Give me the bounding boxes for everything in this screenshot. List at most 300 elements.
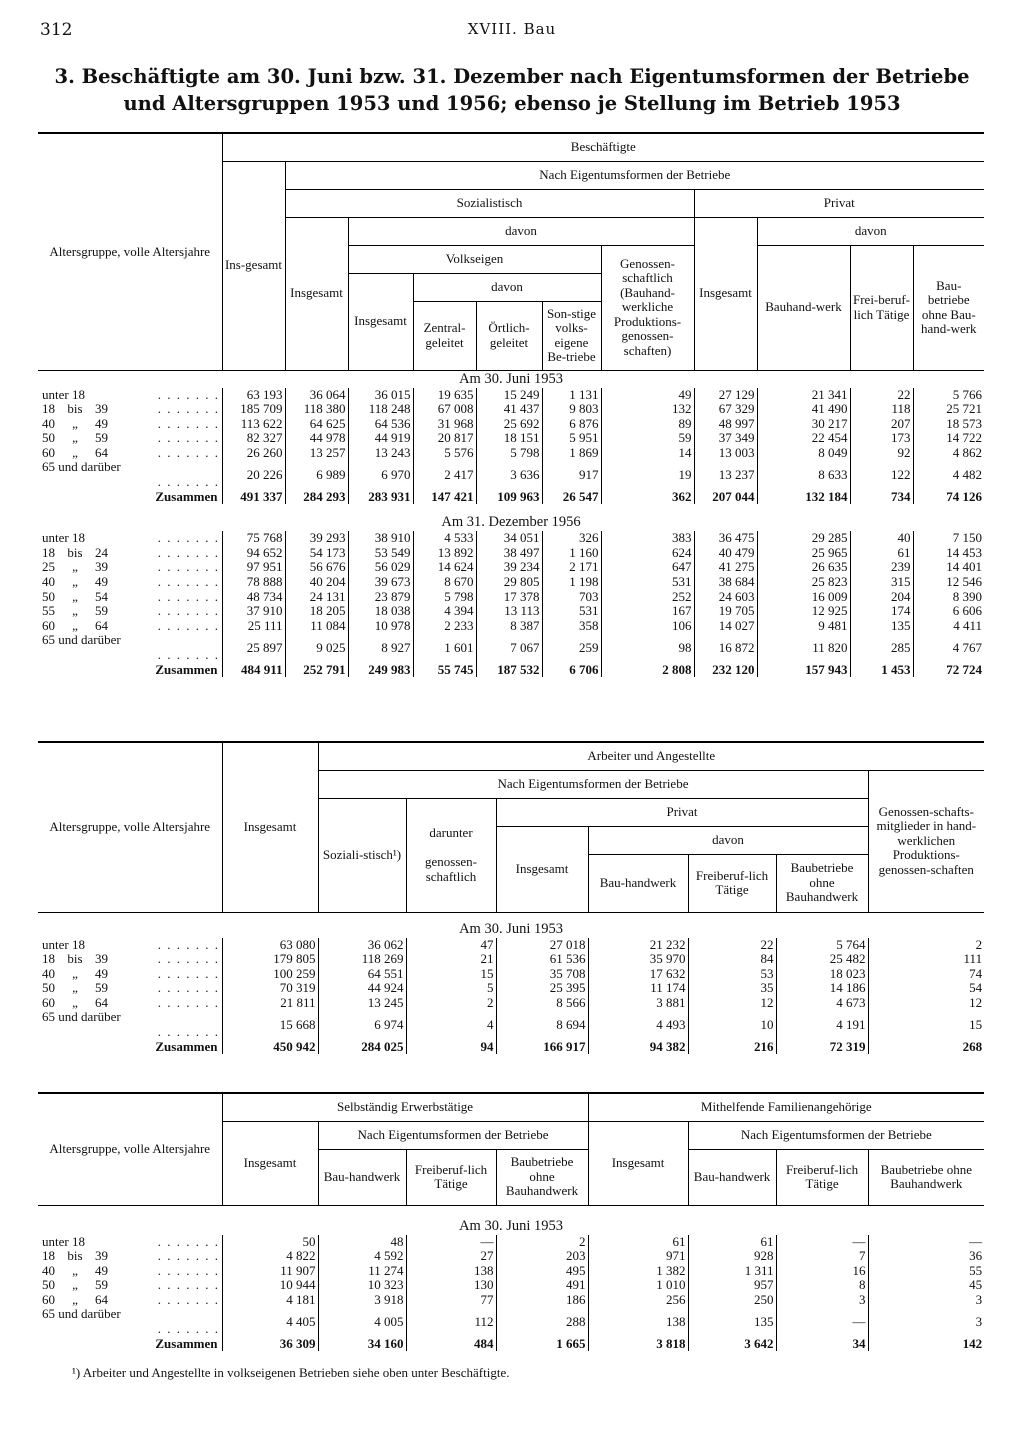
cell-value: 14 186 bbox=[776, 981, 868, 996]
cell-value: 45 bbox=[868, 1278, 984, 1293]
cell-value: 25 111 bbox=[222, 619, 285, 634]
total-value: 1 665 bbox=[496, 1337, 588, 1352]
header-davon-volkseigen: davon bbox=[413, 273, 601, 301]
total-row bbox=[38, 1040, 984, 1055]
header-volkseigen: Volkseigen bbox=[348, 245, 601, 273]
caption-1953: Am 30. Juni 1953 bbox=[459, 920, 563, 937]
cell-value: 383 bbox=[601, 531, 694, 546]
cell-value: 18 151 bbox=[476, 431, 542, 446]
age-from: 18 bbox=[42, 401, 55, 417]
cell-value: 17 632 bbox=[588, 967, 688, 982]
leader-dots: . . . . . . . bbox=[157, 936, 220, 952]
cell-value: 44 919 bbox=[348, 431, 413, 446]
cell-value: 252 bbox=[601, 590, 694, 605]
cell-value: 67 329 bbox=[694, 402, 757, 417]
cell-value: 21 811 bbox=[222, 996, 318, 1011]
cell-value: 8 387 bbox=[476, 619, 542, 634]
cell-value: 31 968 bbox=[413, 417, 476, 432]
cell-value: 4 533 bbox=[413, 531, 476, 546]
cell-value: 3 636 bbox=[476, 460, 542, 489]
cell-value: 118 bbox=[850, 402, 913, 417]
age-to: 64 bbox=[95, 444, 108, 460]
cell-value: 118 248 bbox=[348, 402, 413, 417]
row-label bbox=[38, 1264, 222, 1279]
age-from: 65 und darüber bbox=[42, 1009, 121, 1025]
total-value: 362 bbox=[601, 490, 694, 505]
cell-value: 94 652 bbox=[222, 546, 285, 561]
cell-value: 6 974 bbox=[318, 1010, 406, 1039]
cell-value: 4 767 bbox=[913, 633, 984, 662]
header-genossenschaftlich: Genossen-schaftlich (Bauhand-werkliche Produktions-genossen-schaften) bbox=[601, 245, 694, 370]
cell-value: 647 bbox=[601, 560, 694, 575]
leader-dots: . . . . . . . bbox=[157, 1277, 220, 1293]
cell-value: 174 bbox=[850, 604, 913, 619]
age-from: 60 bbox=[42, 444, 55, 460]
total-value: 147 421 bbox=[413, 490, 476, 505]
cell-value: 917 bbox=[542, 460, 601, 489]
cell-value: 24 603 bbox=[694, 590, 757, 605]
total-value: 284 025 bbox=[318, 1040, 406, 1055]
cell-value: 928 bbox=[688, 1249, 776, 1264]
cell-value: 63 080 bbox=[222, 938, 318, 953]
cell-value: 9 025 bbox=[285, 633, 348, 662]
table-row bbox=[38, 604, 984, 619]
age-from: 18 bbox=[42, 544, 55, 560]
total-value: 109 963 bbox=[476, 490, 542, 505]
header-mithelf-insgesamt: Insgesamt bbox=[588, 1121, 688, 1205]
row-label bbox=[38, 952, 222, 967]
cell-value: 16 009 bbox=[757, 590, 850, 605]
header-privat: Privat bbox=[694, 189, 984, 217]
age-connector: bis bbox=[67, 951, 83, 967]
header-davon-privat: davon bbox=[757, 217, 984, 245]
leader-dots: . . . . . . . bbox=[157, 559, 220, 575]
table-row bbox=[38, 1278, 984, 1293]
header-mithelf-nach-eigentum: Nach Eigentumsformen der Betriebe bbox=[688, 1121, 984, 1149]
header-selbstaendig: Selbständig Erwerbstätige bbox=[222, 1093, 588, 1121]
cell-value: 25 395 bbox=[496, 981, 588, 996]
total-row bbox=[38, 490, 984, 505]
header-selbst-bauhandwerk: Bau-handwerk bbox=[318, 1149, 406, 1205]
cell-value: 64 625 bbox=[285, 417, 348, 432]
table-row bbox=[38, 967, 984, 982]
header-genossenschaftlich: genossen-schaftlich bbox=[425, 854, 477, 884]
cell-value: 3 918 bbox=[318, 1293, 406, 1308]
cell-value: 36 062 bbox=[318, 938, 406, 953]
cell-value: 12 bbox=[868, 996, 984, 1011]
age-to: 64 bbox=[95, 1291, 108, 1307]
cell-value: 3 bbox=[868, 1307, 984, 1336]
total-value: 484 bbox=[406, 1337, 496, 1352]
cell-value: 2 bbox=[868, 938, 984, 953]
cell-value: 48 734 bbox=[222, 590, 285, 605]
cell-value: 14 722 bbox=[913, 431, 984, 446]
cell-value: 10 944 bbox=[222, 1278, 318, 1293]
age-from: 40 bbox=[42, 415, 55, 431]
row-label bbox=[38, 546, 222, 561]
total-value: 1 453 bbox=[850, 663, 913, 678]
age-from: 50 bbox=[42, 980, 55, 996]
cell-value: 1 160 bbox=[542, 546, 601, 561]
cell-value: 358 bbox=[542, 619, 601, 634]
stub-header: Altersgruppe, volle Altersjahre bbox=[38, 742, 222, 912]
cell-value: 250 bbox=[688, 1293, 776, 1308]
cell-value: 22 bbox=[850, 388, 913, 403]
header-davon: davon bbox=[348, 217, 694, 245]
age-to: 59 bbox=[95, 1277, 108, 1293]
cell-value: 21 341 bbox=[757, 388, 850, 403]
cell-value: 67 008 bbox=[413, 402, 476, 417]
cell-value: 13 892 bbox=[413, 546, 476, 561]
cell-value: 18 038 bbox=[348, 604, 413, 619]
cell-value: 39 293 bbox=[285, 531, 348, 546]
cell-value: 24 131 bbox=[285, 590, 348, 605]
age-connector: „ bbox=[72, 1291, 78, 1307]
age-connector: „ bbox=[72, 1262, 78, 1278]
cell-value: 9 803 bbox=[542, 402, 601, 417]
table-row bbox=[38, 1293, 984, 1308]
age-to: 64 bbox=[95, 617, 108, 633]
cell-value: 16 bbox=[776, 1264, 868, 1279]
cell-value: 7 067 bbox=[476, 633, 542, 662]
cell-value: 4 181 bbox=[222, 1293, 318, 1308]
age-to: 59 bbox=[95, 603, 108, 619]
age-from: unter 18 bbox=[42, 530, 85, 546]
cell-value: 20 226 bbox=[222, 460, 285, 489]
cell-value: 19 635 bbox=[413, 388, 476, 403]
cell-value: — bbox=[406, 1235, 496, 1250]
table-row bbox=[38, 981, 984, 996]
leader-dots: . . . . . . . bbox=[157, 530, 220, 546]
header-baubetriebe-ohne: Bau-betriebe ohne Bau-hand-werk bbox=[913, 245, 984, 370]
age-to: 59 bbox=[95, 430, 108, 446]
age-to: 24 bbox=[95, 544, 108, 560]
cell-value: 173 bbox=[850, 431, 913, 446]
cell-value: 63 193 bbox=[222, 388, 285, 403]
cell-value: 11 274 bbox=[318, 1264, 406, 1279]
row-label bbox=[38, 590, 222, 605]
cell-value: 1 131 bbox=[542, 388, 601, 403]
age-to: 64 bbox=[95, 994, 108, 1010]
cell-value: 122 bbox=[850, 460, 913, 489]
cell-value: 8 927 bbox=[348, 633, 413, 662]
cell-value: 531 bbox=[542, 604, 601, 619]
cell-value: 4 bbox=[406, 1010, 496, 1039]
row-label bbox=[38, 417, 222, 432]
table-arbeiter-angestellte bbox=[38, 741, 984, 1054]
cell-value: 25 692 bbox=[476, 417, 542, 432]
cell-value: 285 bbox=[850, 633, 913, 662]
age-from: 18 bbox=[42, 1248, 55, 1264]
row-label bbox=[38, 604, 222, 619]
cell-value: 118 269 bbox=[318, 952, 406, 967]
cell-value: 22 454 bbox=[757, 431, 850, 446]
total-value: 3 818 bbox=[588, 1337, 688, 1352]
cell-value: 25 897 bbox=[222, 633, 285, 662]
age-connector: „ bbox=[72, 994, 78, 1010]
cell-value: 14 027 bbox=[694, 619, 757, 634]
row-label bbox=[38, 1235, 222, 1250]
leader-dots: . . . . . . . bbox=[157, 1262, 220, 1278]
cell-value: 111 bbox=[868, 952, 984, 967]
table-title bbox=[40, 63, 984, 117]
row-label bbox=[38, 1278, 222, 1293]
total-value: 6 706 bbox=[542, 663, 601, 678]
cell-value: 37 349 bbox=[694, 431, 757, 446]
cell-value: 39 234 bbox=[476, 560, 542, 575]
table-row bbox=[38, 431, 984, 446]
caption-1953: Am 30. Juni 1953 bbox=[459, 1217, 563, 1234]
age-from: unter 18 bbox=[42, 936, 85, 952]
cell-value: 27 018 bbox=[496, 938, 588, 953]
cell-value: 2 417 bbox=[413, 460, 476, 489]
row-label bbox=[38, 431, 222, 446]
leader-dots: . . . . . . . bbox=[157, 647, 220, 662]
leader-dots: . . . . . . . bbox=[157, 617, 220, 633]
leader-dots: . . . . . . . bbox=[157, 430, 220, 446]
cell-value: 132 bbox=[601, 402, 694, 417]
cell-value: 288 bbox=[496, 1307, 588, 1336]
cell-value: 25 721 bbox=[913, 402, 984, 417]
cell-value: 12 546 bbox=[913, 575, 984, 590]
cell-value: 4 405 bbox=[222, 1307, 318, 1336]
cell-value: 12 bbox=[688, 996, 776, 1011]
cell-value: 256 bbox=[588, 1293, 688, 1308]
leader-dots: . . . . . . . bbox=[157, 574, 220, 590]
cell-value: 315 bbox=[850, 575, 913, 590]
cell-value: 135 bbox=[688, 1307, 776, 1336]
cell-value: 106 bbox=[601, 619, 694, 634]
age-connector: „ bbox=[72, 603, 78, 619]
header-privat-insgesamt: Insgesamt bbox=[694, 217, 757, 370]
row-label bbox=[38, 460, 222, 489]
cell-value: 118 380 bbox=[285, 402, 348, 417]
row-label bbox=[38, 619, 222, 634]
cell-value: 1 311 bbox=[688, 1264, 776, 1279]
cell-value: 15 249 bbox=[476, 388, 542, 403]
age-connector: „ bbox=[72, 588, 78, 604]
row-label bbox=[38, 402, 222, 417]
cell-value: 10 323 bbox=[318, 1278, 406, 1293]
cell-value: 49 bbox=[601, 388, 694, 403]
cell-value: 13 245 bbox=[318, 996, 406, 1011]
cell-value: 40 bbox=[850, 531, 913, 546]
cell-value: 6 970 bbox=[348, 460, 413, 489]
total-value: 157 943 bbox=[757, 663, 850, 678]
age-from: 65 und darüber bbox=[42, 632, 121, 648]
cell-value: 13 003 bbox=[694, 446, 757, 461]
total-value: 252 791 bbox=[285, 663, 348, 678]
cell-value: 38 497 bbox=[476, 546, 542, 561]
total-value: 94 382 bbox=[588, 1040, 688, 1055]
age-from: 60 bbox=[42, 994, 55, 1010]
cell-value: 35 708 bbox=[496, 967, 588, 982]
cell-value: 21 bbox=[406, 952, 496, 967]
cell-value: 112 bbox=[406, 1307, 496, 1336]
leader-dots: . . . . . . . bbox=[157, 386, 220, 402]
cell-value: 97 951 bbox=[222, 560, 285, 575]
total-value: 207 044 bbox=[694, 490, 757, 505]
cell-value: 38 910 bbox=[348, 531, 413, 546]
age-connector: „ bbox=[72, 574, 78, 590]
leader-dots: . . . . . . . bbox=[157, 965, 220, 981]
header-zentralgeleitet: Zentral-geleitet bbox=[413, 301, 476, 370]
cell-value: 18 023 bbox=[776, 967, 868, 982]
age-to: 39 bbox=[95, 559, 108, 575]
leader-dots: . . . . . . . bbox=[157, 1291, 220, 1307]
cell-value: 185 709 bbox=[222, 402, 285, 417]
cell-value: 4 493 bbox=[588, 1010, 688, 1039]
age-from: 18 bbox=[42, 951, 55, 967]
total-value: 249 983 bbox=[348, 663, 413, 678]
header-bauhandwerk: Bau-handwerk bbox=[588, 854, 688, 912]
cell-value: 4 862 bbox=[913, 446, 984, 461]
age-connector: „ bbox=[72, 415, 78, 431]
cell-value: 203 bbox=[496, 1249, 588, 1264]
cell-value: 55 bbox=[868, 1264, 984, 1279]
total-value: 94 bbox=[406, 1040, 496, 1055]
table-row bbox=[38, 546, 984, 561]
age-to: 54 bbox=[95, 588, 108, 604]
title-line-2: und Altersgruppen 1953 und 1956; ebenso je Stellung im Betrieb 1953 bbox=[123, 92, 901, 115]
age-from: 65 und darüber bbox=[42, 1306, 121, 1322]
total-value: 142 bbox=[868, 1337, 984, 1352]
cell-value: 8 566 bbox=[496, 996, 588, 1011]
age-from: 40 bbox=[42, 574, 55, 590]
cell-value: 41 275 bbox=[694, 560, 757, 575]
cell-value: 25 965 bbox=[757, 546, 850, 561]
cell-value: 22 bbox=[688, 938, 776, 953]
total-value: 268 bbox=[868, 1040, 984, 1055]
cell-value: 15 bbox=[868, 1010, 984, 1039]
row-label bbox=[38, 967, 222, 982]
cell-value: 17 378 bbox=[476, 590, 542, 605]
cell-value: 14 401 bbox=[913, 560, 984, 575]
header-genossenschaftsmitglieder: Genossen-schafts-mitglieder in hand-werklichen Produktions-genossen-schaften bbox=[868, 770, 984, 912]
age-from: 60 bbox=[42, 617, 55, 633]
cell-value: 15 bbox=[406, 967, 496, 982]
cell-value: — bbox=[868, 1235, 984, 1250]
cell-value: 4 191 bbox=[776, 1010, 868, 1039]
cell-value: 38 684 bbox=[694, 575, 757, 590]
cell-value: 41 437 bbox=[476, 402, 542, 417]
total-value: 187 532 bbox=[476, 663, 542, 678]
cell-value: 53 549 bbox=[348, 546, 413, 561]
cell-value: 44 924 bbox=[318, 981, 406, 996]
cell-value: 3 bbox=[776, 1293, 868, 1308]
table-row bbox=[38, 531, 984, 546]
cell-value: 8 bbox=[776, 1278, 868, 1293]
age-from: 55 bbox=[42, 603, 55, 619]
title-line-1: 3. Beschäftigte am 30. Juni bzw. 31. Dezember nach Eigentumsformen der Betriebe bbox=[54, 65, 970, 88]
cell-value: 138 bbox=[588, 1307, 688, 1336]
table-beschaeftigte bbox=[38, 132, 984, 677]
row-label bbox=[38, 575, 222, 590]
total-value: 26 547 bbox=[542, 490, 601, 505]
cell-value: 6 876 bbox=[542, 417, 601, 432]
cell-value: 82 327 bbox=[222, 431, 285, 446]
cell-value: 8 633 bbox=[757, 460, 850, 489]
header-davon: davon bbox=[588, 826, 868, 854]
cell-value: 61 bbox=[588, 1235, 688, 1250]
cell-value: 4 394 bbox=[413, 604, 476, 619]
age-connector: „ bbox=[72, 617, 78, 633]
leader-dots: . . . . . . . bbox=[157, 444, 220, 460]
cell-value: 89 bbox=[601, 417, 694, 432]
cell-value: 113 622 bbox=[222, 417, 285, 432]
cell-value: 703 bbox=[542, 590, 601, 605]
table-row bbox=[38, 560, 984, 575]
cell-value: 14 453 bbox=[913, 546, 984, 561]
table-row bbox=[38, 938, 984, 953]
age-from: 25 bbox=[42, 559, 55, 575]
header-sozialistisch: Sozialistisch bbox=[285, 189, 694, 217]
cell-value: 8 694 bbox=[496, 1010, 588, 1039]
cell-value: 29 285 bbox=[757, 531, 850, 546]
cell-value: 100 259 bbox=[222, 967, 318, 982]
cell-value: 36 475 bbox=[694, 531, 757, 546]
cell-value: 1 010 bbox=[588, 1278, 688, 1293]
table-row bbox=[38, 388, 984, 403]
cell-value: 26 260 bbox=[222, 446, 285, 461]
cell-value: 78 888 bbox=[222, 575, 285, 590]
total-value: 284 293 bbox=[285, 490, 348, 505]
row-label bbox=[38, 1293, 222, 1308]
total-row bbox=[38, 663, 984, 678]
cell-value: 5 798 bbox=[413, 590, 476, 605]
row-label bbox=[38, 560, 222, 575]
leader-dots: . . . . . . . bbox=[157, 1024, 220, 1040]
table-row bbox=[38, 460, 984, 489]
cell-value: 61 bbox=[850, 546, 913, 561]
cell-value: 135 bbox=[850, 619, 913, 634]
header-darunter-genossenschaftlich bbox=[406, 798, 496, 912]
total-value: 283 931 bbox=[348, 490, 413, 505]
cell-value: 27 bbox=[406, 1249, 496, 1264]
cell-value: 29 805 bbox=[476, 575, 542, 590]
total-value: 734 bbox=[850, 490, 913, 505]
cell-value: 13 237 bbox=[694, 460, 757, 489]
cell-value: 44 978 bbox=[285, 431, 348, 446]
total-value: 34 bbox=[776, 1337, 868, 1352]
cell-value: 56 676 bbox=[285, 560, 348, 575]
cell-value: 5 764 bbox=[776, 938, 868, 953]
cell-value: 35 bbox=[688, 981, 776, 996]
cell-value: 4 005 bbox=[318, 1307, 406, 1336]
total-label: Zusammen bbox=[155, 1335, 218, 1351]
cell-value: 138 bbox=[406, 1264, 496, 1279]
stub-header: Altersgruppe, volle Altersjahre bbox=[38, 133, 222, 370]
row-label bbox=[38, 1249, 222, 1264]
cell-value: 7 bbox=[776, 1249, 868, 1264]
cell-value: 11 084 bbox=[285, 619, 348, 634]
header-sozialistisch: Soziali-stisch¹) bbox=[318, 798, 406, 912]
cell-value: 4 411 bbox=[913, 619, 984, 634]
age-from: 65 und darüber bbox=[42, 459, 121, 475]
header-selbst-nach-eigentum: Nach Eigentumsformen der Betriebe bbox=[318, 1121, 588, 1149]
age-to: 49 bbox=[95, 965, 108, 981]
age-from: unter 18 bbox=[42, 1233, 85, 1249]
total-value: 216 bbox=[688, 1040, 776, 1055]
leader-dots: . . . . . . . bbox=[157, 588, 220, 604]
total-label: Zusammen bbox=[155, 661, 218, 677]
age-to: 39 bbox=[95, 1248, 108, 1264]
cell-value: 18 573 bbox=[913, 417, 984, 432]
cell-value: 50 bbox=[222, 1235, 318, 1250]
cell-value: 971 bbox=[588, 1249, 688, 1264]
age-from: 50 bbox=[42, 588, 55, 604]
header-privat: Privat bbox=[496, 798, 868, 826]
